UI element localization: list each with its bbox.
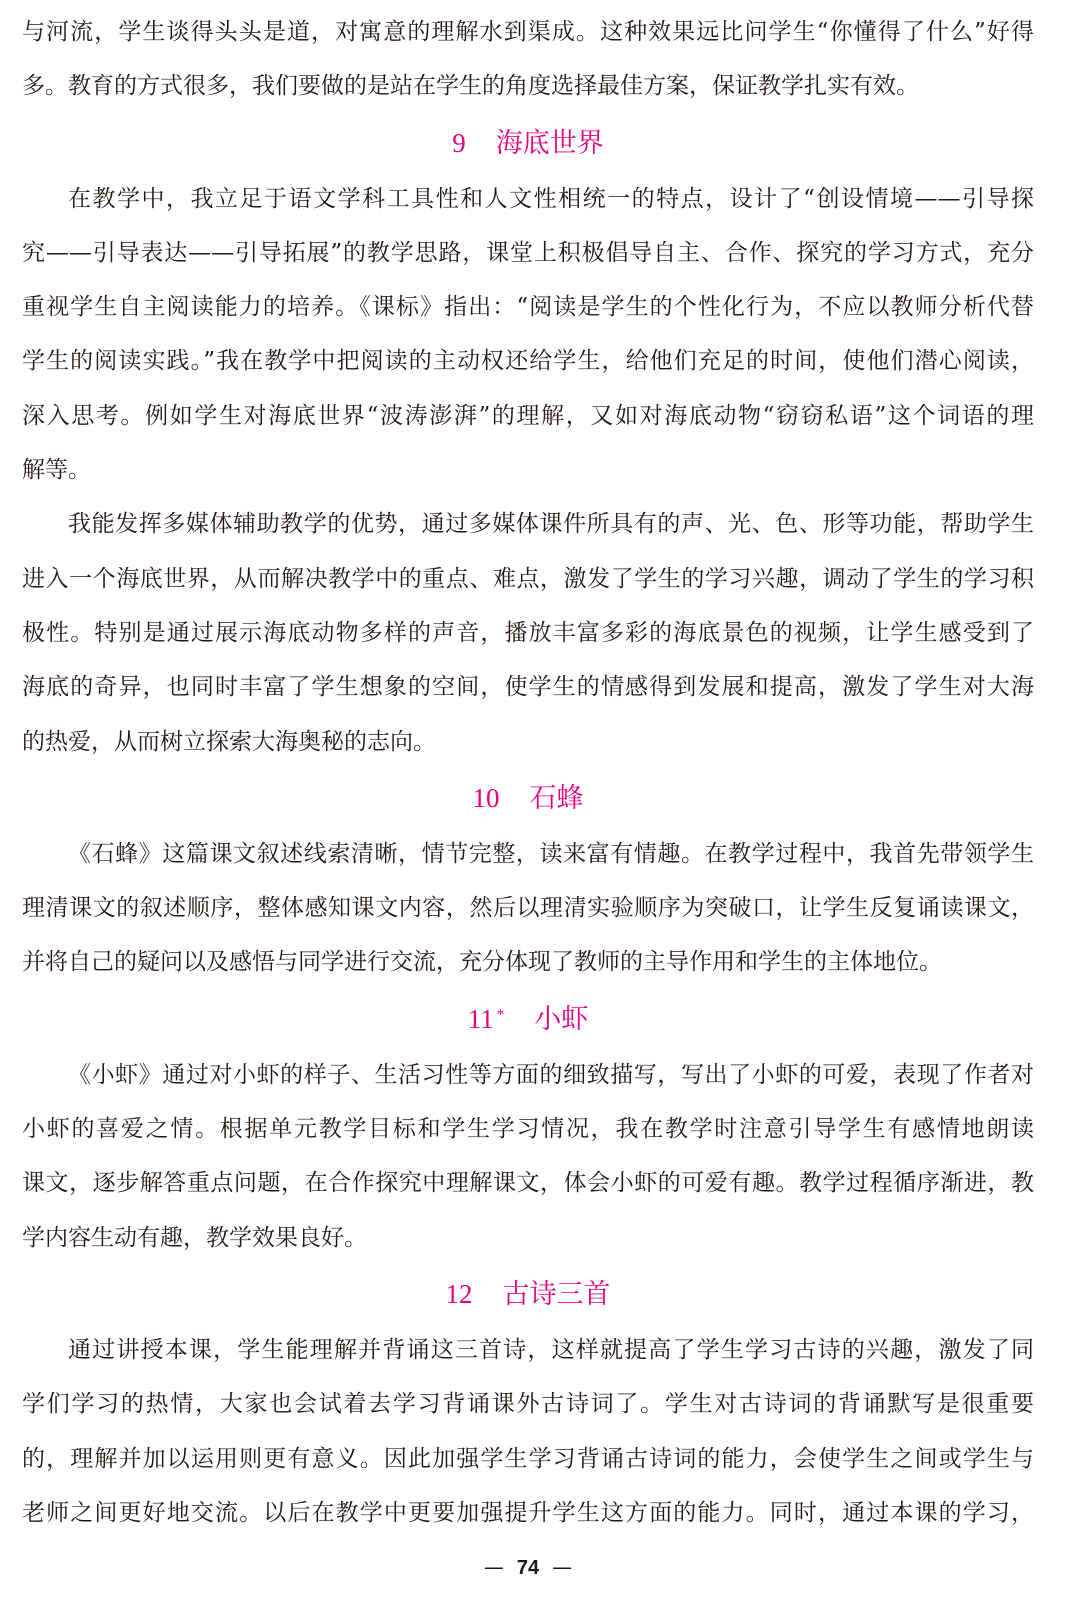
text-line: 与河流，学生谈得头头是道，对寓意的理解水到渠成。这种效果远比问学生“你懂得了什么”好得 [22, 19, 1034, 45]
lesson-title: 石蜂 [529, 782, 584, 814]
text-line: 的热爱，从而树立探索大海奥秘的志向。 [22, 728, 436, 755]
lesson-title: 海底世界 [495, 127, 604, 159]
text-line: 解等。 [22, 457, 91, 484]
page-body [22, 5, 1034, 1540]
text-line: 在教学中，我立足于语文学科工具性和人文性相统一的特点，设计了“创设情境——引导探 [68, 185, 1034, 212]
paragraph [22, 1323, 1034, 1540]
lesson-number: 11 [467, 1003, 494, 1034]
text-line: 极性。特别是通过展示海底动物多样的声音，播放丰富多彩的海底景色的视频，让学生感受到了 [22, 619, 1034, 646]
page-footer [22, 1553, 1034, 1581]
lesson-number: 10 [472, 782, 500, 813]
lesson-title: 古诗三首 [502, 1278, 611, 1310]
page-number: 74 [516, 1557, 540, 1579]
text-line: 学们学习的热情，大家也会试着去学习背诵课外古诗词了。学生对古诗词的背诵默写是很重要 [22, 1391, 1034, 1418]
lesson-section [22, 1265, 1034, 1540]
text-line: 海底的奇异，也同时丰富了学生想象的空间，使学生的情感得到发展和提高，激发了学生对大海 [22, 674, 1034, 701]
page-number-dash-right: — [552, 1555, 573, 1579]
text-line: 《小虾》通过对小虾的样子、生活习性等方面的细致描写，写出了小虾的可爱，表现了作者对 [68, 1061, 1034, 1088]
paragraph [22, 497, 1034, 768]
text-line: 《石蜂》这篇课文叙述线索清晰，情节完整，读来富有情趣。在教学过程中，我首先带领学生 [68, 840, 1034, 867]
text-line: 究——引导表达——引导拓展”的教学思路，课堂上积极倡导自主、合作、探究的学习方式，充分 [22, 239, 1034, 266]
text-line: 学内容生动有趣，教学效果良好。 [22, 1224, 367, 1251]
lesson-number-group [468, 1004, 505, 1034]
optional-lesson-marker: * [496, 1006, 505, 1023]
text-line: 老师之间更好地交流。以后在教学中更要加强提升学生这方面的能力。同时，通过本课的学习， [22, 1499, 1034, 1526]
lesson-number: 12 [445, 1278, 473, 1309]
text-line: 并将自己的疑问以及感悟与同学进行交流，充分体现了教师的主导作用和学生的主体地位。 [22, 949, 942, 976]
paragraph [22, 172, 1034, 498]
text-line: 重视学生自主阅读能力的培养。《课标》指出：“阅读是学生的个性化行为，不应以教师分析代替 [22, 294, 1034, 321]
text-line: 多。教育的方式很多，我们要做的是站在学生的角度选择最佳方案，保证教学扎实有效。 [22, 73, 919, 100]
lesson-section [22, 769, 1034, 990]
lesson-heading [22, 114, 1034, 172]
text-line: 课文，逐步解答重点问题，在合作探究中理解课文，体会小虾的可爱有趣。教学过程循序渐进，教 [22, 1170, 1034, 1197]
paragraph [22, 5, 1034, 114]
lesson-title: 小虾 [534, 1003, 589, 1035]
text-line: 通过讲授本课，学生能理解并背诵这三首诗，这样就提高了学生学习古诗的兴趣，激发了同 [68, 1336, 1034, 1363]
lesson-heading [22, 1265, 1034, 1323]
text-line: 进入一个海底世界，从而解决教学中的重点、难点，激发了学生的学习兴趣，调动了学生的学习积 [22, 565, 1034, 592]
lesson-section [22, 114, 1034, 769]
lesson-section [22, 990, 1034, 1265]
text-line: 小虾的喜爱之情。根据单元教学目标和学生学习情况，我在教学时注意引导学生有感情地朗读 [22, 1116, 1034, 1143]
paragraph [22, 827, 1034, 990]
text-line: 深入思考。例如学生对海底世界“波涛澎湃”的理解，又如对海底动物“窃窃私语”这个词语的理 [22, 402, 1034, 429]
page-number-dash-left: — [483, 1555, 504, 1579]
lesson-heading [22, 990, 1034, 1048]
paragraph [22, 1048, 1034, 1265]
lesson-heading [22, 769, 1034, 827]
text-line: 学生的阅读实践。”我在教学中把阅读的主动权还给学生，给他们充足的时间，使他们潜心阅读， [22, 348, 1034, 375]
text-line: 我能发挥多媒体辅助教学的优势，通过多媒体课件所具有的声、光、色、形等功能，帮助学生 [68, 511, 1034, 538]
text-line: 理清课文的叙述顺序，整体感知课文内容，然后以理清实验顺序为突破口，让学生反复诵读课文， [22, 895, 1034, 922]
text-line: 的，理解并加以运用则更有意义。因此加强学生学习背诵古诗词的能力，会使学生之间或学生与 [22, 1445, 1034, 1472]
lesson-number: 9 [452, 127, 466, 158]
